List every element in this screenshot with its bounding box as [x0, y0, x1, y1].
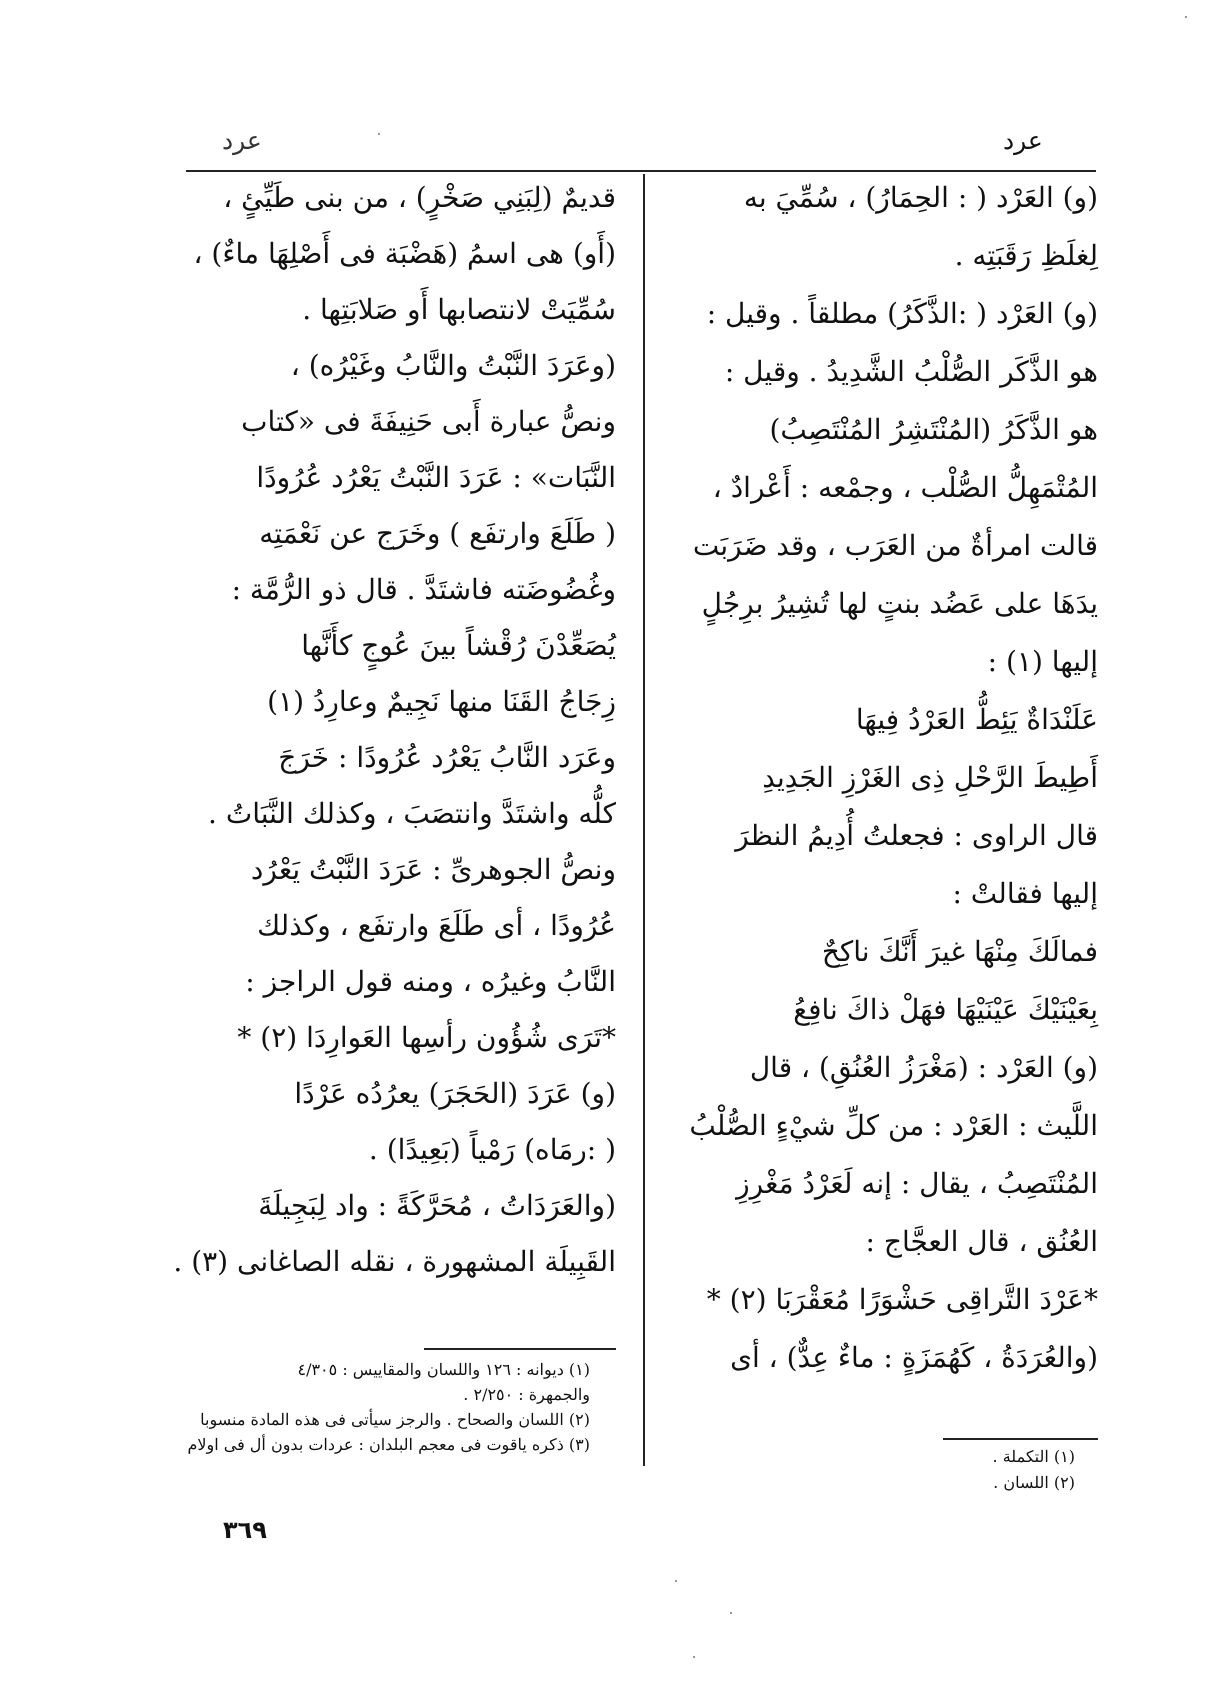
footnote: (١) ديوانه : ١٢٦ واللسان والمقاييس : ٤/٣٠٥ — [297, 1360, 590, 1379]
footnote: والجمهرة : ٢/٢٥٠ . — [463, 1385, 590, 1404]
text-line: النَّابُ وغيرُه ، ومنه قول الراجز : — [245, 965, 616, 998]
text-line: (وعَرَدَ النَّبْتُ والنَّابُ وغَيْرُه) ، — [290, 349, 616, 382]
running-head-left: عرد — [222, 126, 262, 155]
scan-speck — [1185, 16, 1187, 18]
text-line: العُنُق ، قال العجَّاج : — [865, 1225, 1098, 1258]
text-line: قال الراوى : فجعلتُ أُدِيمُ النظرَ — [735, 819, 1098, 852]
footnote: (٢) اللسان والصحاح . والرجز سيأتى فى هذه المادة منسوبا — [200, 1410, 590, 1429]
top-rule — [186, 170, 1096, 172]
verse-line: أَطِيطَ الرَّحْلِ ذِى الغَرْزِ الجَدِيدِ — [762, 761, 1098, 794]
text-line: لِغلَظِ رَقَبَتِه . — [954, 239, 1098, 272]
scan-speck — [693, 1656, 695, 1658]
footnotes-left — [170, 1358, 590, 1488]
text-line: النَّبَات» : عَرَدَ النَّبْتُ يَعْرُد عُرُودًا — [256, 461, 616, 494]
text-line: المُتْمَهِلُّ الصُّلْب ، وجمْعه : أَعْرادٌ ، — [712, 471, 1098, 504]
text-line: قديمٌ (لِبَنِي صَخْرٍ) ، من بنى طَيِّئٍ ، — [223, 181, 616, 214]
text-line: المُنْتَصِبُ ، يقال : إنه لَعَرْدُ مَغْرِزِ — [736, 1167, 1098, 1200]
text-line: (أَو) هى اسمُ (هَضْبَة فى أَصْلِهَا ماءٌ) ، — [193, 237, 616, 270]
text-line: ونصُّ عبارة أَبى حَنِيفَةَ فى «كتاب — [241, 405, 616, 438]
scan-speck — [730, 1612, 732, 1614]
column-divider — [643, 174, 645, 1466]
left-column — [173, 178, 616, 1338]
text-line: ( :رمَاه) رَمْياً (بَعِيدًا) . — [368, 1133, 616, 1166]
verse-line: *تَرَى شُؤُون رأسِها العَوارِدَا (٢) * — [237, 1021, 616, 1054]
verse-line: فمالَكَ مِنْهَا غيرَ أَنَّكَ ناكِحٌ — [821, 935, 1098, 968]
text-line: ونصُّ الجوهرىِّ : عَرَدَ النَّبْتُ يَعْرُد — [250, 853, 616, 886]
footnote: (٣) ذكره ياقوت فى معجم البلدان : عردات بدون أل فى اولام — [187, 1435, 590, 1454]
text-line: سُمِّيَتْ لانتصابها أَو صَلابَتِها . — [302, 293, 616, 326]
verse-line: يُصَعِّدْنَ رُقْشاً بينَ عُوجٍ كأَنَّها — [301, 629, 616, 662]
text-line: إليها فقالتْ : — [952, 877, 1098, 910]
text-line: كلُّه واشتَدَّ وانتصَبَ ، وكذلك النَّبَاتُ . — [208, 797, 616, 830]
scan-speck — [675, 1580, 677, 1582]
text-line: عُرُودًا ، أى طَلَعَ وارتفَع ، وكذلك — [257, 909, 616, 942]
text-line: (والعَرَدَاتُ ، مُحَرَّكَةً : واد لِبَجِيلَةَ — [258, 1189, 616, 1222]
footnote: (١) التكملة . — [992, 1447, 1075, 1466]
text-line: اللَّيث : العَرْد : من كلِّ شيْءٍ الصُّلْبُ — [689, 1109, 1098, 1142]
running-head-right: عرد — [1003, 126, 1043, 155]
right-column — [661, 178, 1098, 1428]
footnotes-right — [900, 1445, 1075, 1500]
verse-line: *عَرْدَ التَّراقِى حَشْوَرًا مُعَقْرَبَا (٢) * — [706, 1283, 1098, 1316]
text-line: هو الذَّكَرُ (المُنْتَشِرُ المُنْتَصِبُ) — [769, 413, 1098, 446]
text-line: (و) عَرَدَ (الحَجَرَ) يعرُدُه عَرْدًا — [294, 1077, 616, 1110]
verse-line: عَلَنْدَاةٌ يَئِطُّ العَرْدُ فِيهَا — [855, 703, 1098, 736]
text-line: (و) العَرْد ( : الحِمَارُ) ، سُمِّيَ به — [743, 181, 1098, 214]
text-line: إليها (١) : — [987, 645, 1098, 678]
text-line: (والعُرَدَةُ ، كَهُمَزَةٍ : ماءٌ عِدٌّ) ، أى — [730, 1341, 1098, 1374]
text-line: قالت امرأةٌ من العَرَب ، وقد ضَرَبَت — [692, 529, 1098, 562]
text-line: وغُضُوضَته فاشتَدَّ . قال ذو الرُّمَّة : — [231, 573, 616, 606]
page-number: ٣٦٩ — [223, 1516, 267, 1544]
footnote-rule-left — [424, 1348, 616, 1350]
footnote: (٢) اللسان . — [993, 1473, 1075, 1492]
text-line: هو الذَّكَر الصُّلْبُ الشَّدِيدُ . وقيل : — [724, 355, 1098, 388]
footnote-rule-right — [943, 1438, 1098, 1440]
text-line: ( طَلَعَ وارتفَع ) وخَرَج عن نَعْمَتِه — [259, 517, 616, 550]
text-line: (و) العَرْد : (مَغْرَزُ العُنُقِ) ، قال — [749, 1051, 1098, 1084]
verse-line: بِعَيْنَيْكَ عَيْنَيْهَا فهَلْ ذاكَ نافِعُ — [793, 993, 1098, 1026]
text-line: وعَرَد النَّابُ يَعْرُد عُرُودًا : خَرَجَ — [278, 741, 616, 774]
text-line: يدَهَا على عَضُد بنتٍ لها تُشِيرُ برِجُلٍ — [701, 587, 1098, 620]
verse-line: زِجَاجُ القَنَا منها نَجِيمٌ وعارِدُ (١) — [267, 685, 616, 718]
text-line: القَبِيلَة المشهورة ، نقله الصاغانى (٣) . — [173, 1245, 616, 1278]
text-line: (و) العَرْد ( :الذَّكَرُ) مطلقاً . وقيل : — [706, 297, 1098, 330]
scan-speck — [378, 133, 380, 135]
